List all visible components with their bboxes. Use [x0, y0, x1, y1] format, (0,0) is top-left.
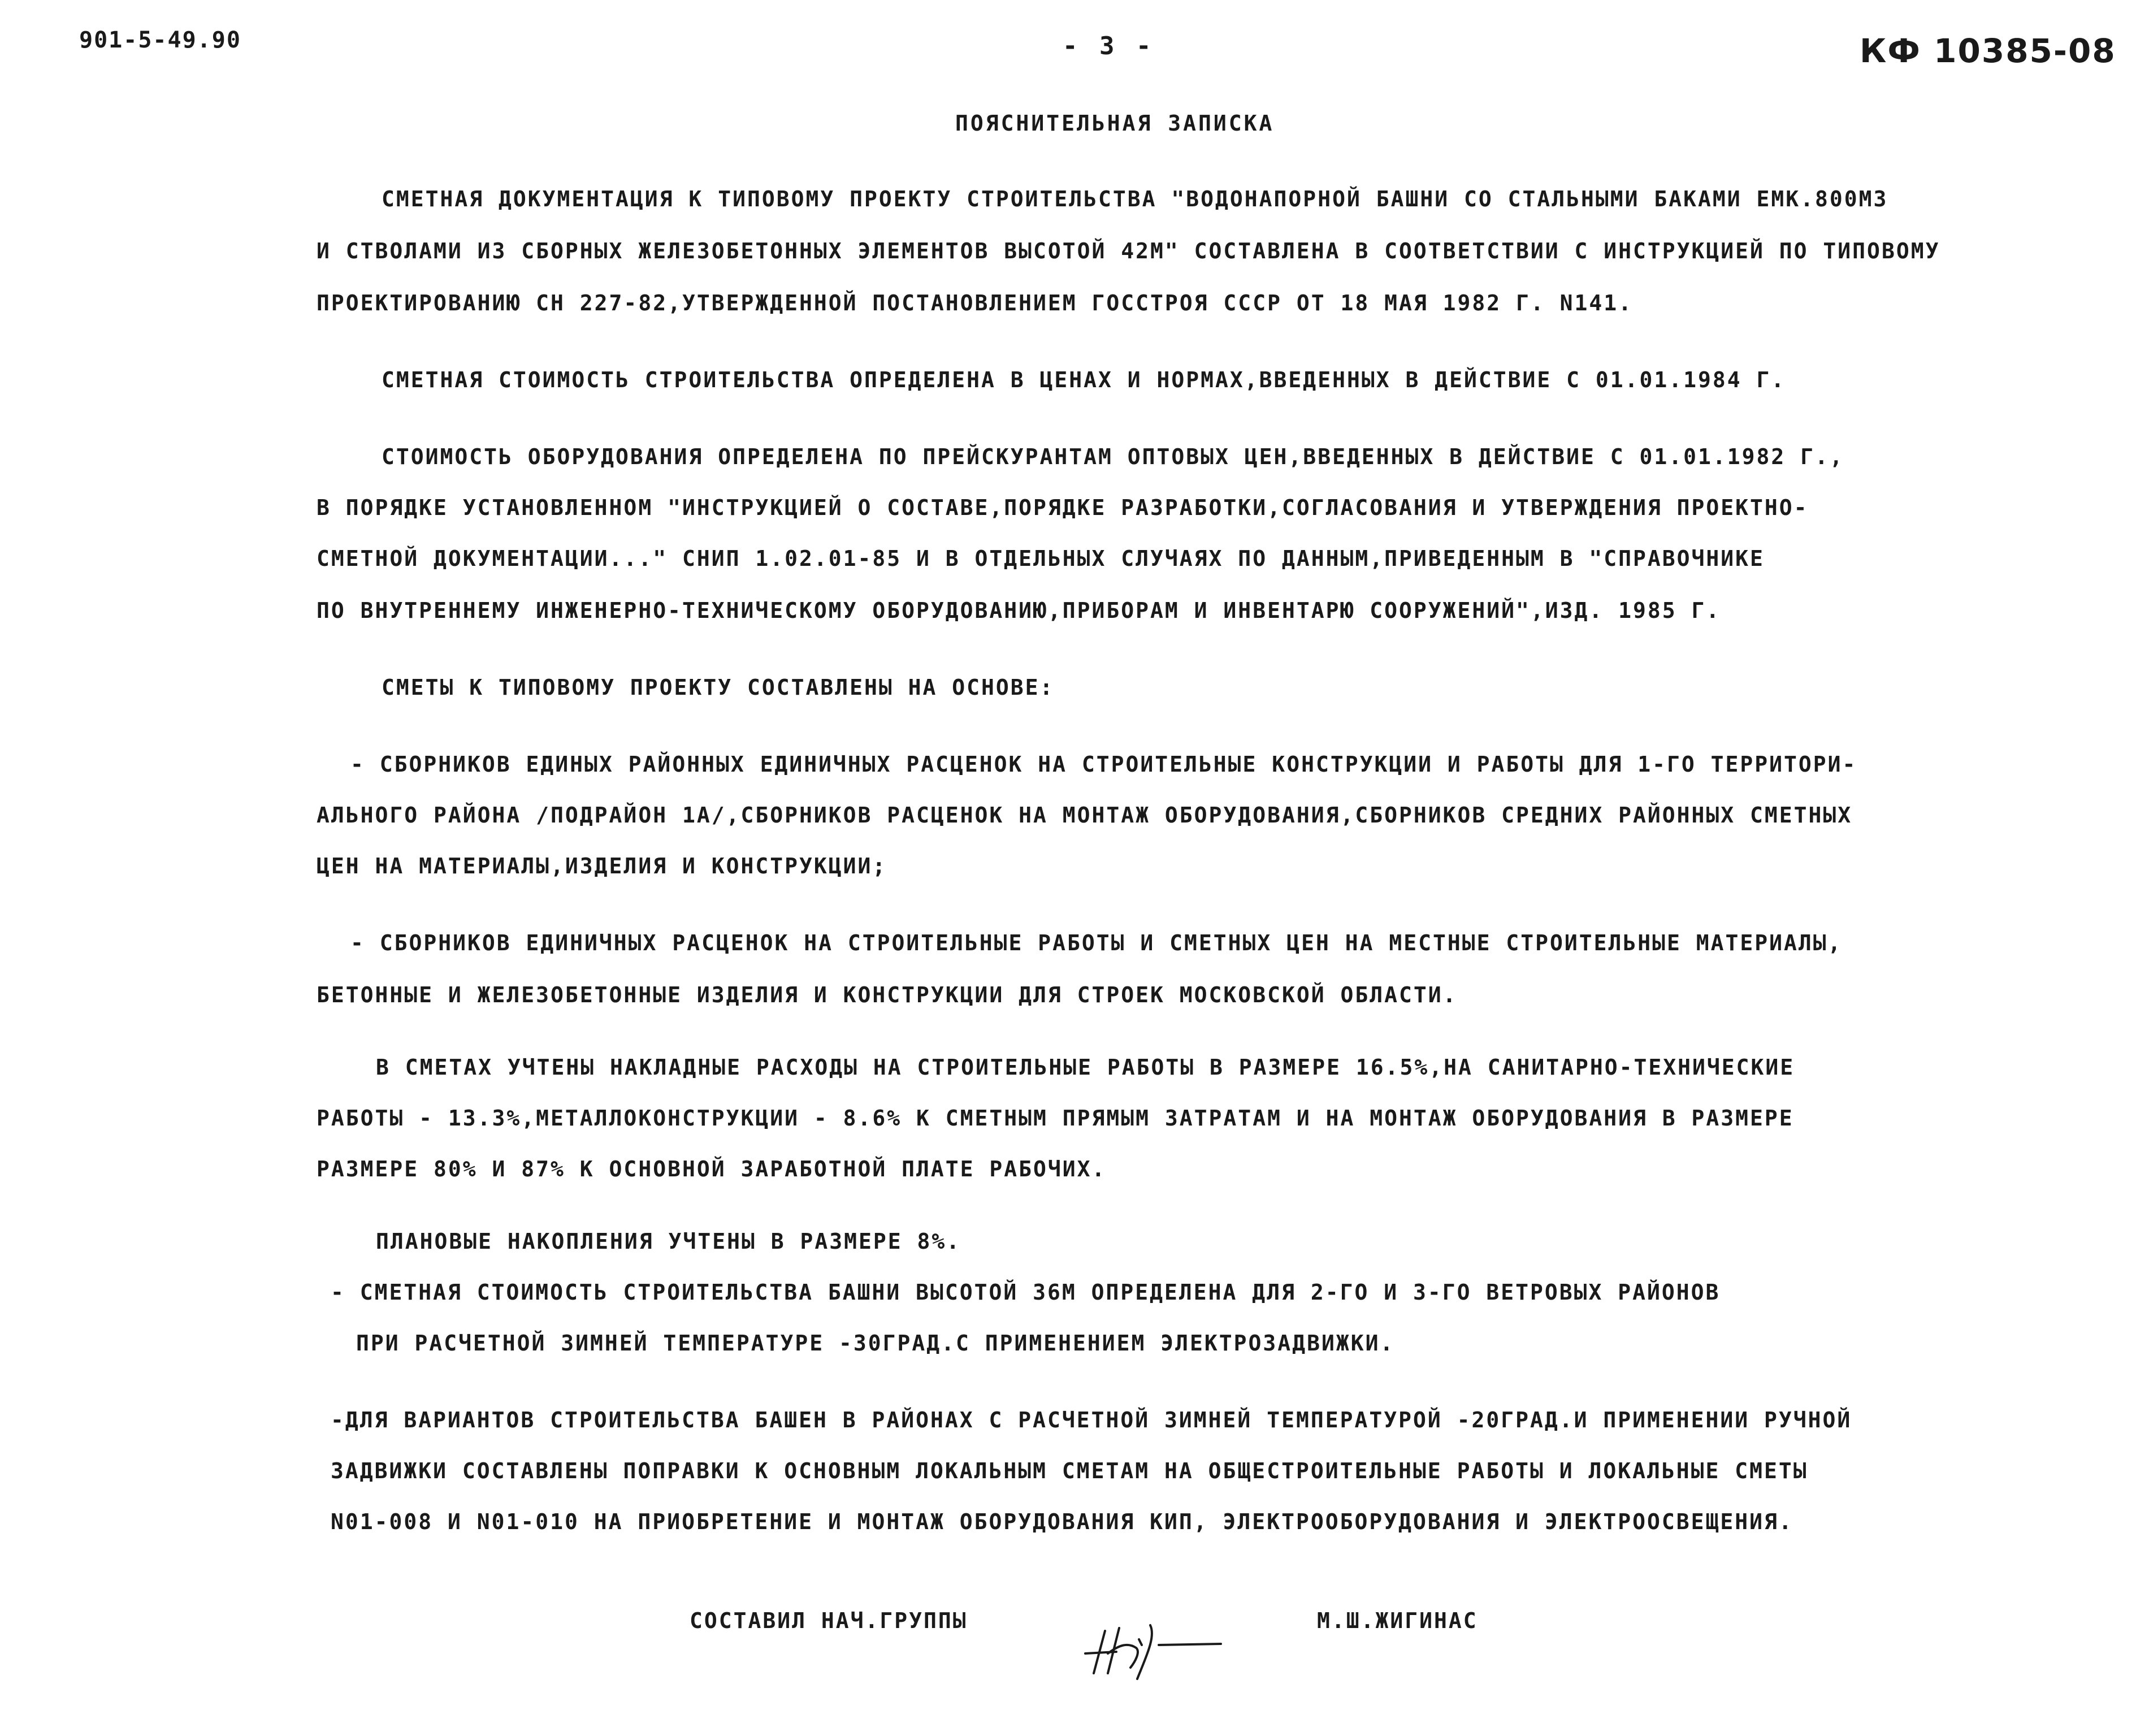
text-line: - СМЕТНАЯ СТОИМОСТЬ СТРОИТЕЛЬСТВА БАШНИ ВЫСОТОЙ 36М ОПРЕДЕЛЕНА ДЛЯ 2-ГО И 3-ГО ВЕТРОВЫХ РАЙОНОВ [331, 1280, 1721, 1305]
archive-code: КФ 10385-08 [1860, 32, 2116, 70]
text-line: ПЛАНОВЫЕ НАКОПЛЕНИЯ УЧТЕНЫ В РАЗМЕРЕ 8%. [376, 1229, 961, 1254]
text-line: РАБОТЫ - 13.3%,МЕТАЛЛОКОНСТРУКЦИИ - 8.6% К СМЕТНЫМ ПРЯМЫМ ЗАТРАТАМ И НА МОНТАЖ ОБОРУДОВАНИЯ В РАЗМЕРЕ [317, 1106, 1794, 1131]
text-line: СМЕТЫ К ТИПОВОМУ ПРОЕКТУ СОСТАВЛЕНЫ НА ОСНОВЕ: [382, 675, 1055, 700]
text-line: ПРИ РАСЧЕТНОЙ ЗИМНЕЙ ТЕМПЕРАТУРЕ -30ГРАД.С ПРИМЕНЕНИЕМ ЭЛЕКТРОЗАДВИЖКИ. [356, 1331, 1395, 1356]
text-line: СМЕТНОЙ ДОКУМЕНТАЦИИ..." СНИП 1.02.01-85 И В ОТДЕЛЬНЫХ СЛУЧАЯХ ПО ДАННЫМ,ПРИВЕДЕННЫМ В "СПРАВОЧНИКЕ [317, 546, 1765, 571]
text-line: В СМЕТАХ УЧТЕНЫ НАКЛАДНЫЕ РАСХОДЫ НА СТРОИТЕЛЬНЫЕ РАБОТЫ В РАЗМЕРЕ 16.5%,НА САНИТАРНО-ТЕХНИЧЕСКИЕ [376, 1055, 1795, 1080]
document-title: ПОЯСНИТЕЛЬНАЯ ЗАПИСКА [955, 111, 1275, 136]
text-line: - СБОРНИКОВ ЕДИНИЧНЫХ РАСЦЕНОК НА СТРОИТЕЛЬНЫЕ РАБОТЫ И СМЕТНЫХ ЦЕН НА МЕСТНЫЕ СТРОИТЕЛЬНЫЕ МАТЕРИАЛЫ, [350, 930, 1843, 955]
compiler-name: М.Ш.ЖИГИНАС [1317, 1608, 1478, 1633]
text-line: СТОИМОСТЬ ОБОРУДОВАНИЯ ОПРЕДЕЛЕНА ПО ПРЕЙСКУРАНТАМ ОПТОВЫХ ЦЕН,ВВЕДЕННЫХ В ДЕЙСТВИЕ С 01.01.1982 Г., [382, 444, 1844, 469]
text-line: - СБОРНИКОВ ЕДИНЫХ РАЙОННЫХ ЕДИНИЧНЫХ РАСЦЕНОК НА СТРОИТЕЛЬНЫЕ КОНСТРУКЦИИ И РАБОТЫ ДЛЯ 1-ГО ТЕРРИТОРИ- [350, 752, 1857, 777]
text-line: РАЗМЕРЕ 80% И 87% К ОСНОВНОЙ ЗАРАБОТНОЙ ПЛАТЕ РАБОЧИХ. [317, 1157, 1107, 1181]
text-line: ПРОЕКТИРОВАНИЮ СН 227-82,УТВЕРЖДЕННОЙ ПОСТАНОВЛЕНИЕМ ГОССТРОЯ СССР ОТ 18 МАЯ 1982 Г. N141. [317, 291, 1634, 315]
compiled-by-label: СОСТАВИЛ НАЧ.ГРУППЫ [690, 1608, 968, 1633]
text-line: ПО ВНУТРЕННЕМУ ИНЖЕНЕРНО-ТЕХНИЧЕСКОМУ ОБОРУДОВАНИЮ,ПРИБОРАМ И ИНВЕНТАРЮ СООРУЖЕНИЙ",ИЗД. 1985 Г. [317, 598, 1721, 623]
text-line: БЕТОННЫЕ И ЖЕЛЕЗОБЕТОННЫЕ ИЗДЕЛИЯ И КОНСТРУКЦИИ ДЛЯ СТРОЕК МОСКОВСКОЙ ОБЛАСТИ. [317, 982, 1458, 1007]
text-line: АЛЬНОГО РАЙОНА /ПОДРАЙОН 1А/,СБОРНИКОВ РАСЦЕНОК НА МОНТАЖ ОБОРУДОВАНИЯ,СБОРНИКОВ СРЕДНИХ РАЙОННЫХ СМЕТНЫХ [317, 803, 1853, 828]
text-line: ЗАДВИЖКИ СОСТАВЛЕНЫ ПОПРАВКИ К ОСНОВНЫМ ЛОКАЛЬНЫМ СМЕТАМ НА ОБЩЕСТРОИТЕЛЬНЫЕ РАБОТЫ И ЛОКАЛЬНЫЕ СМЕТЫ [331, 1458, 1808, 1483]
document-code: 901-5-49.90 [79, 27, 241, 53]
page-number: - 3 - [1063, 32, 1155, 60]
text-line: В ПОРЯДКЕ УСТАНОВЛЕННОМ "ИНСТРУКЦИЕЙ О СОСТАВЕ,ПОРЯДКЕ РАЗРАБОТКИ,СОГЛАСОВАНИЯ И УТВЕРЖДЕНИЯ ПРОЕКТНО- [317, 495, 1809, 520]
text-line: ЦЕН НА МАТЕРИАЛЫ,ИЗДЕЛИЯ И КОНСТРУКЦИИ; [317, 854, 887, 878]
handwritten-signature [1074, 1588, 1244, 1685]
text-line: N01-008 И N01-010 НА ПРИОБРЕТЕНИЕ И МОНТАЖ ОБОРУДОВАНИЯ КИП, ЭЛЕКТРООБОРУДОВАНИЯ И ЭЛЕКТРООСВЕЩЕНИЯ. [331, 1509, 1793, 1534]
text-line: И СТВОЛАМИ ИЗ СБОРНЫХ ЖЕЛЕЗОБЕТОННЫХ ЭЛЕМЕНТОВ ВЫСОТОЙ 42М" СОСТАВЛЕНА В СООТВЕТСТВИИ С ИНСТРУКЦИЕЙ ПО ТИПОВОМУ [317, 239, 1940, 263]
text-line: -ДЛЯ ВАРИАНТОВ СТРОИТЕЛЬСТВА БАШЕН В РАЙОНАХ С РАСЧЕТНОЙ ЗИМНЕЙ ТЕМПЕРАТУРОЙ -20ГРАД.И ПРИМЕНЕНИИ РУЧНОЙ [331, 1408, 1852, 1432]
text-line: СМЕТНАЯ СТОИМОСТЬ СТРОИТЕЛЬСТВА ОПРЕДЕЛЕНА В ЦЕНАХ И НОРМАХ,ВВЕДЕННЫХ В ДЕЙСТВИЕ С 01.01.1984 Г. [382, 367, 1786, 392]
text-line: СМЕТНАЯ ДОКУМЕНТАЦИЯ К ТИПОВОМУ ПРОЕКТУ СТРОИТЕЛЬСТВА "ВОДОНАПОРНОЙ БАШНИ СО СТАЛЬНЫМИ БАКАМИ ЕМК.800М3 [382, 187, 1888, 211]
